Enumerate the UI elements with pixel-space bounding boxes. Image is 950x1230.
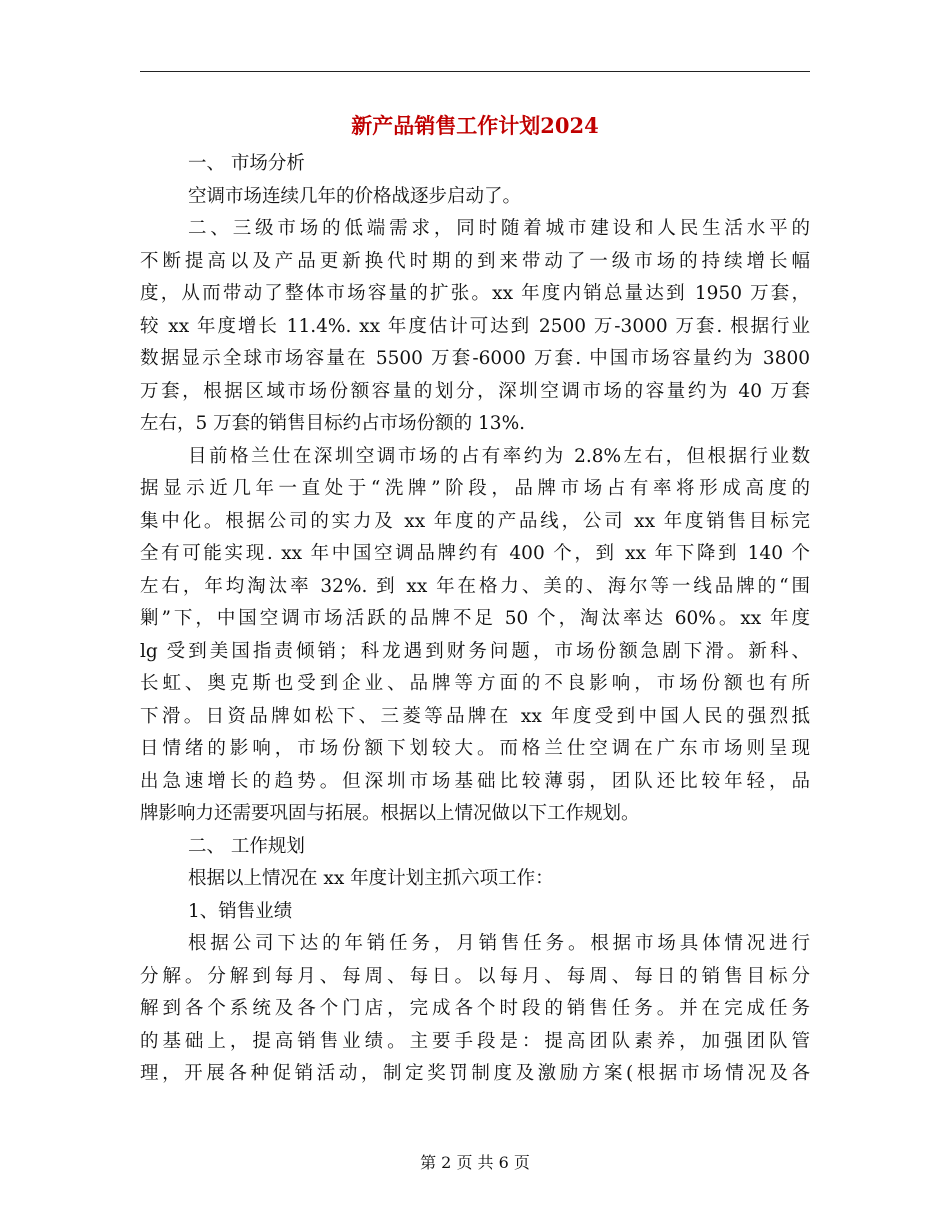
body-line: 牌影响力还需要巩固与拓展。根据以上情况做以下工作规划。 [140,803,640,824]
body-line: 全有可能实现. xx 年中国空调品牌约有 400 个，到 xx 年下降到 140 个 [140,543,810,564]
body-line: 集中化。根据公司的实力及 xx 年度的产品线，公司 xx 年度销售目标完 [140,510,810,532]
body-line: 剿”下，中国空调市场活跃的品牌不足 50 个，淘汰率达 60%。xx 年度 [140,608,810,629]
body-line: 度，从而带动了整体市场容量的扩张。xx 年度内销总量达到 1950 万套， [140,283,810,304]
body-line: 目前格兰仕在深圳空调市场的占有率约为 2.8%左右，但根据行业数 [188,445,810,467]
document-body [140,148,810,1091]
body-line: 根据公司下达的年销任务，月销售任务。根据市场具体情况进行 [188,933,810,954]
body-line: 据显示近几年一直处于“洗牌”阶段，品牌市场占有率将形成高度的 [140,478,810,499]
body-line: 日情绪的影响，市场份额下划较大。而格兰仕空调在广东市场则呈现 [140,738,810,759]
document-title: 新产品销售工作计划2024 [351,113,599,138]
body-line: 长虹、奥克斯也受到企业、品牌等方面的不良影响，市场份额也有所 [140,673,810,694]
body-line: 根据以上情况在 xx 年度计划主抓六项工作： [188,868,554,889]
body-line: 万套，根据区域市场份额容量的划分，深圳空调市场的容量约为 40 万套 [140,380,810,402]
body-line: 下滑。日资品牌如松下、三菱等品牌在 xx 年度受到中国人民的强烈抵 [140,705,810,727]
body-line: 二、 工作规划 [188,835,305,857]
page-number: 第 2 页 共 6 页 [420,1153,530,1172]
body-line: 1、销售业绩 [188,900,293,922]
body-line: 理，开展各种促销活动，制定奖罚制度及激励方案(根据市场情况及各 [140,1063,810,1084]
body-line: 出急速增长的趋势。但深圳市场基础比较薄弱，团队还比较年轻，品 [140,770,810,792]
body-line: lg 受到美国指责倾销；科龙遇到财务问题，市场份额急剧下滑。新科、 [140,640,810,662]
body-line: 左右，5 万套的销售目标约占市场份额的 13%. [140,413,526,434]
body-line: 左右，年均淘汰率 32%. 到 xx 年在格力、美的、海尔等一线品牌的“围 [140,575,810,597]
body-line: 空调市场连续几年的价格战逐步启动了。 [188,185,522,207]
body-line: 分解。分解到每月、每周、每日。以每月、每周、每日的销售目标分 [140,965,810,987]
body-line: 较 xx 年度增长 11.4%. xx 年度估计可达到 2500 万-3000 万套. 根据行业 [140,315,810,337]
body-line: 解到各个系统及各个门店，完成各个时段的销售任务。并在完成任务 [140,998,810,1019]
body-line: 不断提高以及产品更新换代时期的到来带动了一级市场的持续增长幅 [140,250,810,272]
body-line: 的基础上，提高销售业绩。主要手段是：提高团队素养，加强团队管 [140,1030,810,1052]
header-rule [140,71,810,72]
body-line: 一、 市场分析 [188,153,305,174]
body-line: 数据显示全球市场容量在 5500 万套-6000 万套. 中国市场容量约为 3800 [140,348,810,369]
body-line: 二、三级市场的低端需求，同时随着城市建设和人民生活水平的 [188,218,810,239]
